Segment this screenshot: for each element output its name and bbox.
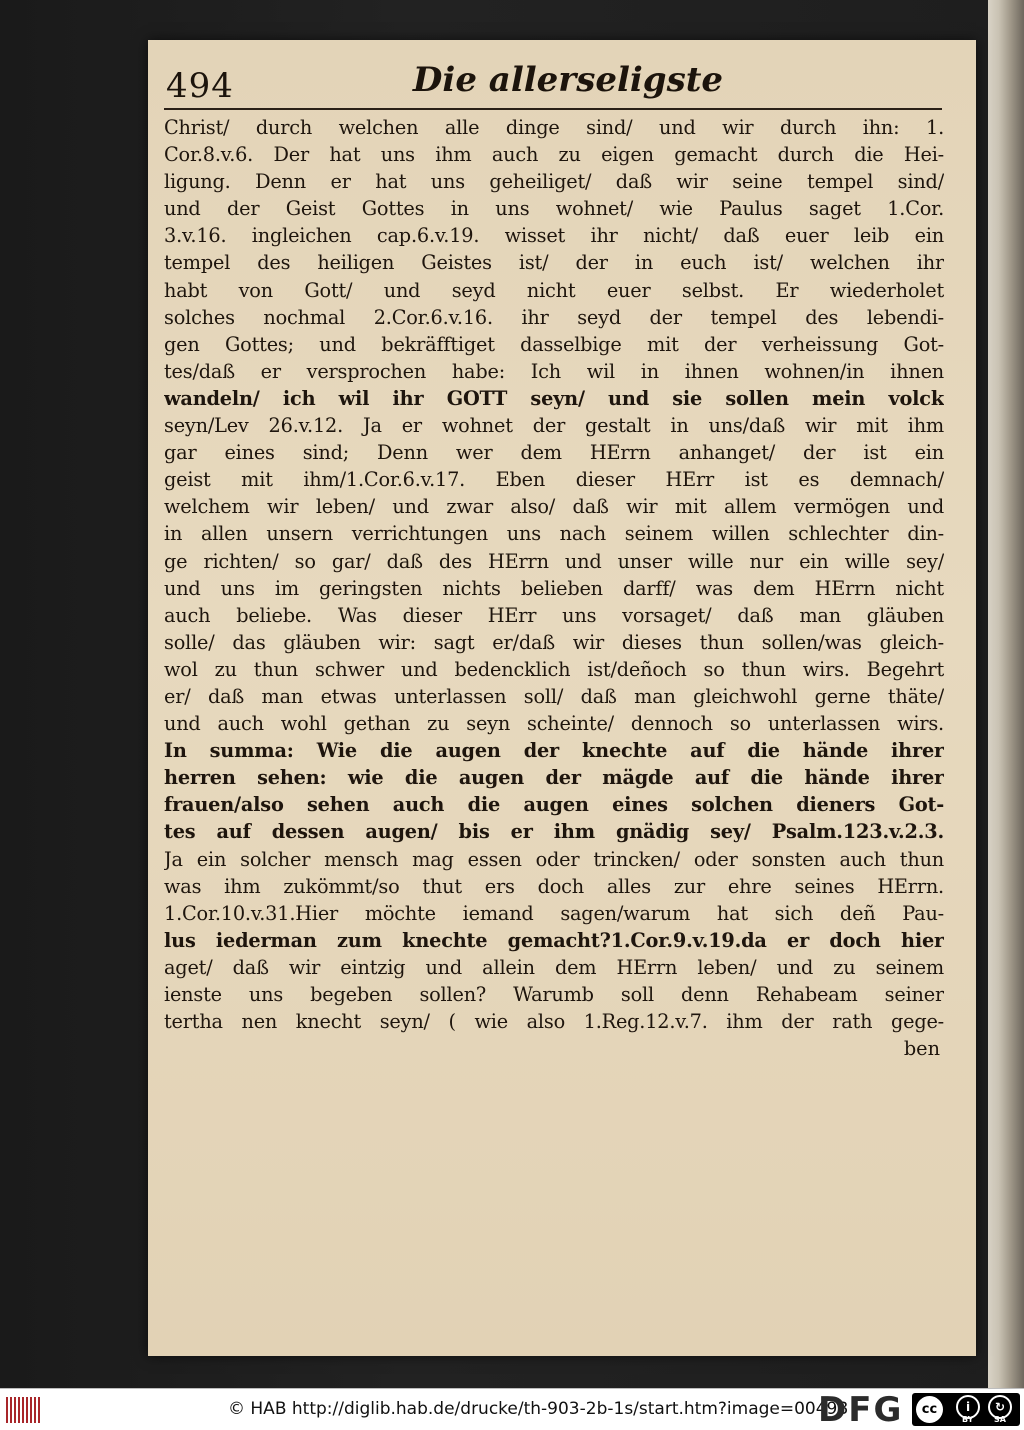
text-line: gar eines sind; Denn wer dem HErrn anhanget/ der ist ein <box>164 441 944 465</box>
text-line: frauen/also sehen auch die augen eines solchen dieners Got- <box>164 793 944 817</box>
share-alike-icon: ↻ <box>988 1395 1012 1419</box>
page-number: 494 <box>166 66 234 106</box>
text-line: habt von Gott/ und seyd nicht euer selbst. Er wiederholet <box>164 278 944 302</box>
text-line: aget/ daß wir eintzig und allein dem HErrn leben/ und zu seinem <box>164 955 944 979</box>
license-by-label: BY <box>962 1415 974 1424</box>
license-sa-label: SA <box>994 1415 1006 1424</box>
text-line: seyn/Lev 26.v.12. Ja er wohnet der gestalt in uns/daß wir mit ihm <box>164 414 944 438</box>
text-line: tes auf dessen augen/ bis er ihm gnädig sey/ Psalm.123.v.2.3. <box>164 820 944 844</box>
source-link[interactable]: © HAB http://diglib.hab.de/drucke/th-903-2b-1s/start.htm?image=00498 <box>228 1399 849 1419</box>
text-line: herren sehen: wie die augen der mägde auf die hände ihrer <box>164 766 944 790</box>
text-line: wol zu thun schwer und bedencklich ist/deñoch so thun wirs. Begehrt <box>164 657 944 681</box>
text-line: 3.v.16. ingleichen cap.6.v.19. wisset ihr nicht/ daß euer leib ein <box>164 224 944 248</box>
cc-license-badge[interactable] <box>912 1393 1020 1426</box>
text-line: und der Geist Gottes in uns wohnet/ wie Paulus saget 1.Cor. <box>164 197 944 221</box>
text-line: solle/ das gläuben wir: sagt er/daß wir dieses thun sollen/was gleich- <box>164 630 944 654</box>
dfg-logo: DFG <box>818 1390 904 1430</box>
adjacent-page-edge <box>988 0 1024 1388</box>
text-line: gen Gottes; und bekräfftiget dasselbige mit der verheissung Got- <box>164 332 944 356</box>
person-icon: i <box>956 1395 980 1419</box>
text-line: lus iederman zum knechte gemacht?1.Cor.9.v.19.da er doch hier <box>164 928 944 952</box>
text-line: was ihm zukömmt/so thut ers doch alles zur ehre seines HErrn. <box>164 874 944 898</box>
text-line: wandeln/ ich wil ihr GOTT seyn/ und sie sollen mein volck <box>164 386 944 410</box>
text-line: 1.Cor.10.v.31.Hier möchte iemand sagen/warum hat sich deñ Pau- <box>164 901 944 925</box>
running-head: Die allerseligste <box>412 60 724 100</box>
text-line: tes/daß er versprochen habe: Ich wil in ihnen wohnen/in ihnen <box>164 359 944 383</box>
text-line: tertha nen knecht seyn/ ( wie also 1.Reg.12.v.7. ihm der rath gege- <box>164 1010 944 1034</box>
text-line: ge richten/ so gar/ daß des HErrn und unser wille nur ein wille sey/ <box>164 549 944 573</box>
barcode-icon <box>6 1397 44 1423</box>
header-rule <box>164 108 942 110</box>
cc-icon: cc <box>916 1396 943 1423</box>
text-line: solches nochmal 2.Cor.6.v.16. ihr seyd der tempel des lebendi- <box>164 305 944 329</box>
text-line: ienste uns begeben sollen? Warumb soll denn Rehabeam seiner <box>164 983 944 1006</box>
text-line: er/ daß man etwas unterlassen soll/ daß man gleichwohl gerne thäte/ <box>164 684 944 708</box>
text-line: ligung. Denn er hat uns geheiliget/ daß wir seine tempel sind/ <box>164 170 944 194</box>
text-line: und uns im geringsten nichts belieben darff/ was dem HErrn nicht <box>164 576 944 600</box>
body-text <box>164 114 944 1062</box>
text-line: geist mit ihm/1.Cor.6.v.17. Eben dieser HErr ist es demnach/ <box>164 468 944 492</box>
text-line: welchem wir leben/ und zwar also/ daß wir mit allem vermögen und <box>164 495 944 519</box>
text-line: In summa: Wie die augen der knechte auf die hände ihrer <box>164 739 944 763</box>
text-line: und auch wohl gethan zu seyn scheinte/ dennoch so unterlassen wirs. <box>164 712 944 736</box>
text-line: in allen unsern verrichtungen uns nach seinem willen schlechter din- <box>164 522 944 546</box>
text-line: Cor.8.v.6. Der hat uns ihm auch zu eigen gemacht durch die Hei- <box>164 143 944 167</box>
catchword: ben <box>903 1037 940 1061</box>
text-line: tempel des heiligen Geistes ist/ der in euch ist/ welchen ihr <box>164 251 944 275</box>
text-line: Ja ein solcher mensch mag essen oder trincken/ oder sonsten auch thun <box>164 847 944 871</box>
text-line: Christ/ durch welchen alle dinge sind/ und wir durch ihn: 1. <box>164 116 944 139</box>
viewer-footer <box>0 1388 1024 1430</box>
text-line: auch beliebe. Was dieser HErr uns vorsaget/ daß man gläuben <box>164 603 944 627</box>
